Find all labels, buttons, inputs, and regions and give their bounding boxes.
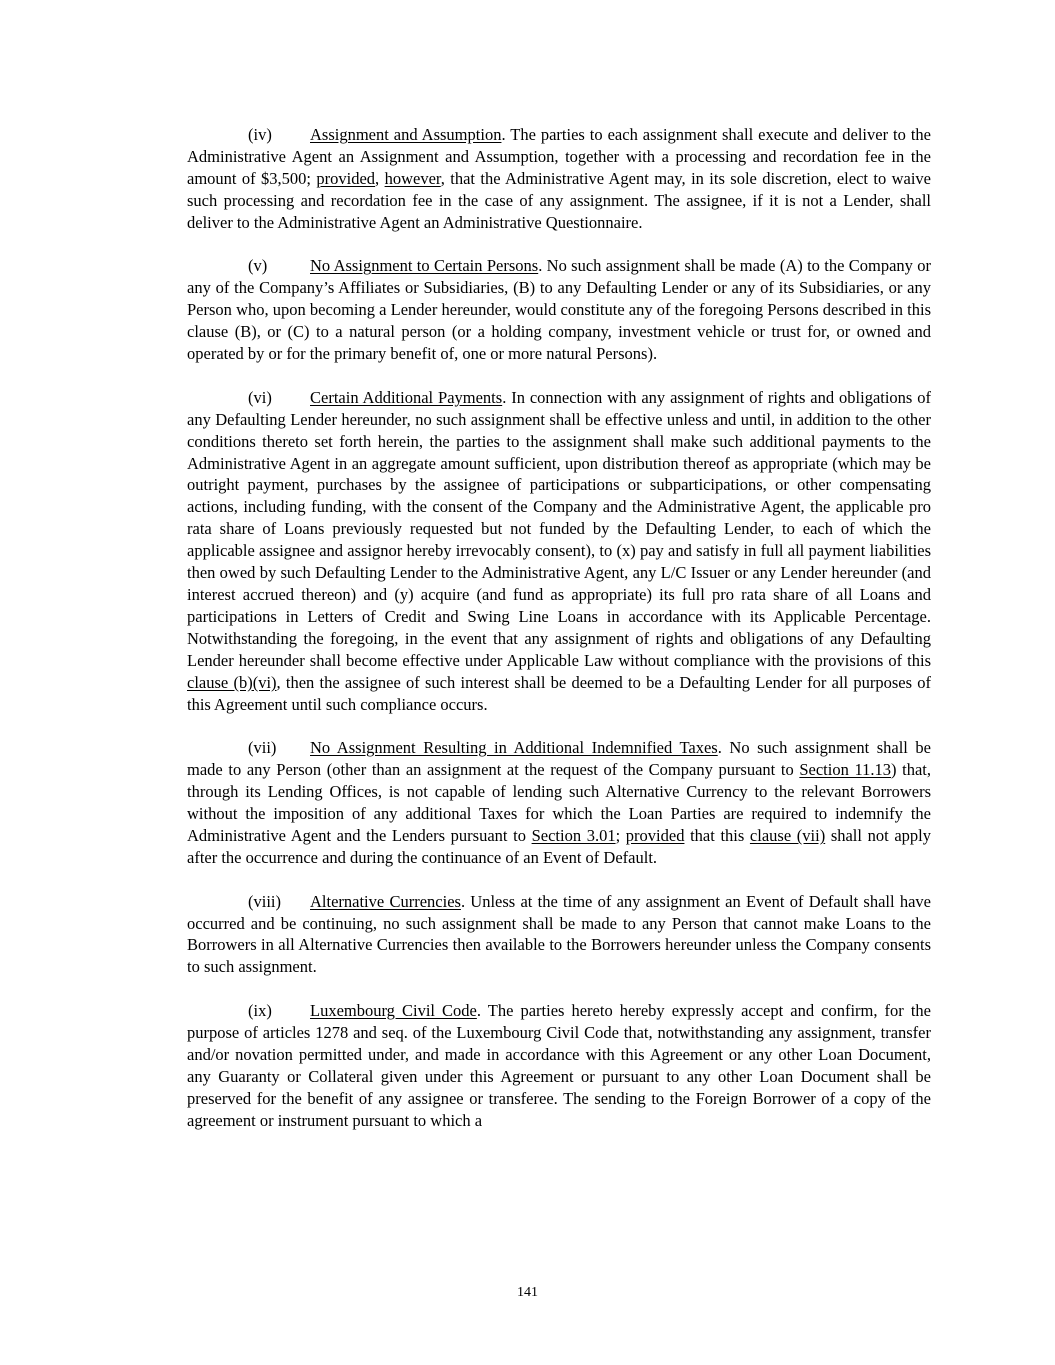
clause-heading: Certain Additional Payments <box>310 387 503 407</box>
clause-heading: Alternative Currencies <box>310 891 461 911</box>
clause-number: (vi) <box>248 387 272 407</box>
page-number: 141 <box>517 1285 538 1300</box>
clause-text: , <box>375 168 385 188</box>
clause-text: shall not apply after the occurrence and during the continuance of an Event of Default. <box>187 825 931 867</box>
document-body <box>187 124 931 1154</box>
clause-heading: Assignment and Assumption <box>310 125 502 144</box>
clause-number: (vii) <box>248 738 277 758</box>
clause-text: . The parties to each assignment shall execute and deliver to the Administrative Agent an Assignment and Assumption, together with a processing and recordation fee in the amount of $3,500; <box>187 125 931 188</box>
clause-text: . In connection with any assignment of rights and obligations of any Defaulting Lender hereunder, no such assignment shall be effective unless and until, in addition to the other conditions thereto set forth herein, the parties to the assignment shall make such additional payments to the Administrative Agent in an aggregate amount sufficient, upon distribution thereof as appropriate (which may be outright payment, purchases by the assignee of participations or subparticipations, or other compensating actions, including funding, with the consent of the Company and the Administrative Agent, the applicable pro rata share of Loans previously requested but not funded by the Defaulting Lender, to each of which the applicable assignee and assignor hereby irrevocably consent), to (x) pay and satisfy in full all payment liabilities then owed by such Defaulting Lender to the Administrative Agent, any L/C Issuer or any Lender hereunder (and interest accrued thereon) and (y) acquire (and fund as appropriate) its full pro rata share of all Loans and participations in Letters of Credit and Swing Line Loans in accordance with its Applicable Percentage. Notwithstanding the foregoing, in the event that any assignment of rights and obligations of any Defaulting Lender hereunder shall become effective under Applicable Law without compliance with the provisions of this <box>187 387 931 670</box>
clause-text: , that the Administrative Agent may, in its sole discretion, elect to waive such processing and recordation fee in the case of any assignment. The assignee, if it is not a Lender, shall deliver to the Administrative Agent an Administrative Questionnaire. <box>187 168 932 232</box>
cross-reference: clause (b)(vi) <box>187 672 277 692</box>
clause-text: ; <box>615 825 626 845</box>
clause-number: (viii) <box>248 891 281 911</box>
cross-reference: Section 11.13 <box>799 760 891 780</box>
clause-number: (ix) <box>248 1001 272 1021</box>
clause-text: . The parties hereto hereby expressly accept and confirm, for the purpose of articles 1278 and seq. of the Luxembourg Civil Code that, notwithstanding any assignment, transfer and/or novation permitted under, and made in accordance with this Agreement or any other Loan Document, any Guaranty or Collateral given under this Agreement or pursuant to any other Loan Document shall be preserved for the benefit of any assignee or transferee. The sending to the Foreign Borrower of a copy of the agreement or instrument pursuant to which a <box>187 1001 931 1130</box>
underlined-term: provided <box>316 168 376 188</box>
cross-reference: Section 3.01 <box>531 825 616 845</box>
clause-heading: No Assignment Resulting in Additional Indemnified Taxes <box>310 738 718 758</box>
paragraph-viii <box>187 891 931 979</box>
paragraph-iv <box>187 124 931 234</box>
clause-heading: No Assignment to Certain Persons <box>310 256 539 276</box>
paragraph-vi <box>187 387 931 716</box>
underlined-term: however <box>384 168 441 188</box>
underlined-term: provided <box>625 825 685 845</box>
clause-text: . No such assignment shall be made to any Person (other than an assignment at the request of the Company pursuant to <box>187 738 931 780</box>
cross-reference: clause (vii) <box>749 825 826 845</box>
clause-text: . Unless at the time of any assignment an Event of Default shall have occurred and be continuing, no such assignment shall be made to any Person that cannot make Loans to the Borrowers in all Alternative Currencies then available to the Borrowers hereunder unless the Company consents to such assignment. <box>187 891 931 977</box>
clause-number: (iv) <box>248 125 272 144</box>
paragraph-ix <box>187 1000 931 1131</box>
paragraph-v <box>187 255 931 365</box>
clause-text: . No such assignment shall be made (A) to the Company or any of the Company’s Affiliates or Subsidiaries, (B) to any Defaulting Lender or any of its Subsidiaries, or any Person who, upon becoming a Lender hereunder, would constitute any of the foregoing Persons described in this clause (B), or (C) to a natural person (or a holding company, investment vehicle or trust for, or owned and operated by or for the primary benefit of, one or more natural Persons). <box>187 256 931 364</box>
clause-text: , then the assignee of such interest shall be deemed to be a Defaulting Lender for all purposes of this Agreement until such compliance occurs. <box>187 672 931 714</box>
clause-text: ) that, through its Lending Offices, is not capable of lending such Alternative Currency to the relevant Borrowers without the imposition of any additional Taxes for which the Loan Parties are required to indemnify the Administrative Agent and the Lenders pursuant to <box>187 760 931 845</box>
clause-number: (v) <box>248 256 268 276</box>
clause-text: that this <box>684 825 750 845</box>
clause-heading: Luxembourg Civil Code <box>310 1001 477 1021</box>
paragraph-vii <box>187 737 931 868</box>
